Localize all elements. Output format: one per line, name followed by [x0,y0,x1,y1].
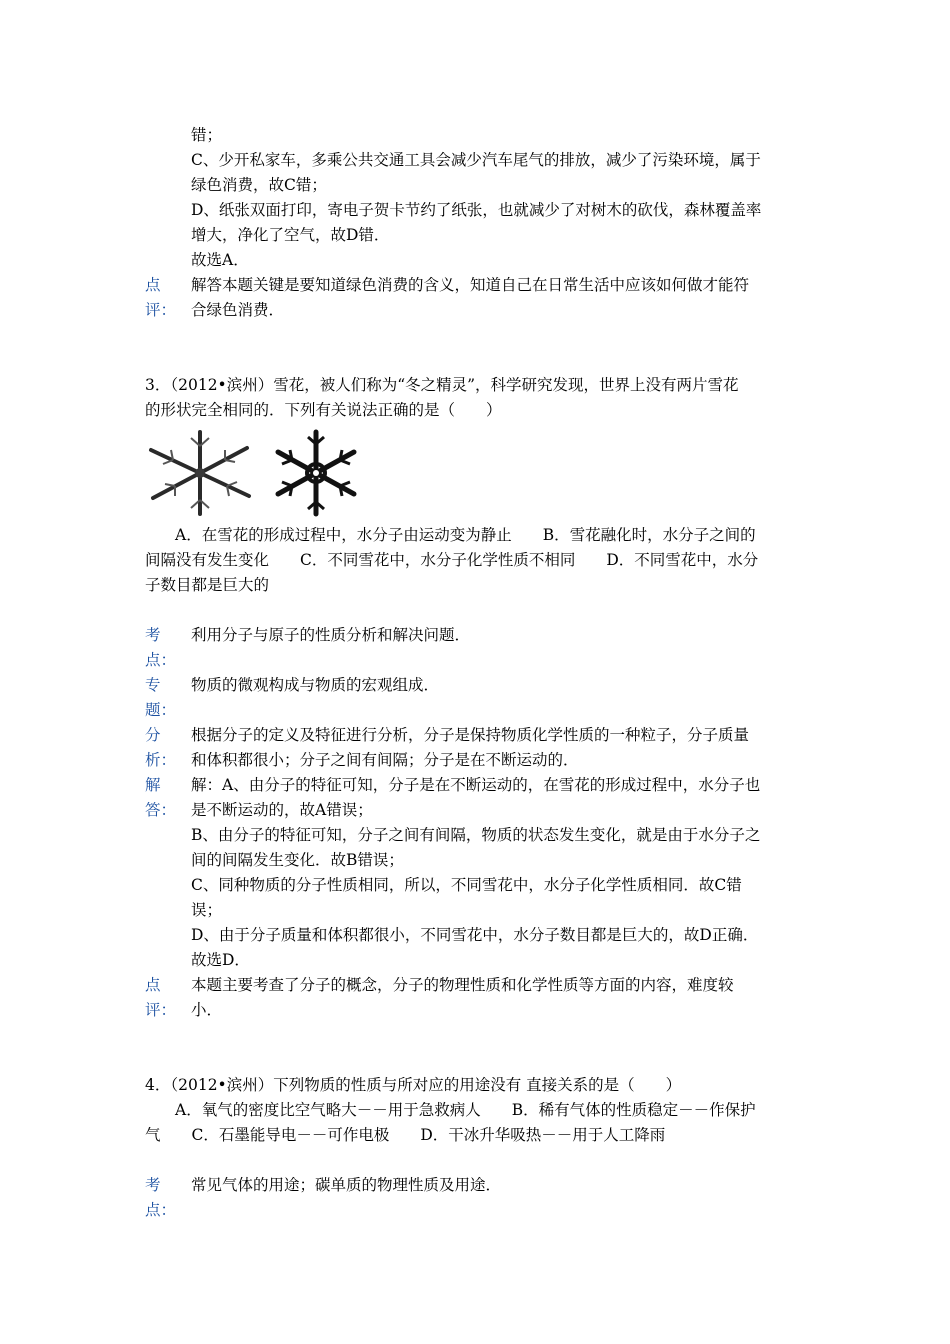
fenxi-label: 析： [145,751,177,769]
zhuanti-text: 物质的微观构成与物质的宏观组成． [191,676,440,694]
jieda-label: 答： [145,801,177,819]
jieda-line: 解：A、由分子的特征可知，分子是在不断运动的，在雪花的形成过程中，水分子也 [191,776,761,794]
zhuanti-label: 专 [145,676,161,694]
pingjia-line: 小． [191,1001,223,1019]
answer-line: 增大，净化了空气，故D错． [191,226,390,244]
jieda-line: 是不断运动的，故A错误； [191,801,373,819]
q3-stem-line: 3．（2012•滨州）雪花，被人们称为“冬之精灵”，科学研究发现，世界上没有两片雪花 [145,376,739,394]
q3-stem-line: 的形状完全相同的．下列有关说法正确的是（ ） [145,401,502,419]
jieda-line: D、由于分子质量和体积都很小，不同雪花中，水分子数目都是巨大的，故D正确． [191,926,759,944]
pingjia-label: 评： [145,1001,177,1019]
fenxi-label: 分 [145,726,161,744]
jieda-line: C、同种物质的分子性质相同，所以，不同雪花中，水分子化学性质相同．故C错 [191,876,742,894]
q4-option-line: 气 C．石墨能导电－－可作电极 D．干冰升华吸热－－用于人工降雨 [145,1126,666,1144]
pingjia-line: 本题主要考查了分子的概念，分子的物理性质和化学性质等方面的内容，难度较 [191,976,734,994]
kaodian-text: 常见气体的用途；碳单质的物理性质及用途． [191,1176,502,1194]
kaodian-text: 利用分子与原子的性质分析和解决问题． [191,626,471,644]
kaodian-label: 考 [145,626,161,644]
pingjia-label: 点 [145,976,161,994]
jieda-line: 误； [191,901,223,919]
answer-line: C、少开私家车，多乘公共交通工具会减少汽车尾气的排放，减少了污染环境，属于 [191,151,761,169]
q4-stem: 4．（2012•滨州）下列物质的性质与所对应的用途没有 直接关系的是（ ） [145,1076,682,1094]
kaodian-label: 点： [145,651,177,669]
comment-line: 合绿色消费． [191,301,285,319]
jieda-line: 故选D． [191,951,250,969]
comment-label: 点 [145,276,161,294]
answer-line: 故选A． [191,251,249,269]
comment-line: 解答本题关键是要知道绿色消费的含义，知道自己在日常生活中应该如何做才能符 [191,276,750,294]
kaodian-label: 考 [145,1176,161,1194]
snowflake-image-2 [268,428,364,518]
zhuanti-label: 题： [145,701,177,719]
answer-line: 错； [191,126,223,144]
q3-option-line: 间隔没有发生变化 C．不同雪花中，水分子化学性质不相同 D．不同雪花中，水分 [145,551,759,569]
answer-line: D、纸张双面打印，寄电子贺卡节约了纸张，也就减少了对树木的砍伐，森林覆盖率 [191,201,762,219]
answer-line: 绿色消费，故C错； [191,176,327,194]
q3-option-line: 子数目都是巨大的 [145,576,270,594]
q4-option-line: A．氧气的密度比空气略大－－用于急救病人 B．稀有气体的性质稳定－－作保护 [175,1101,756,1119]
jieda-label: 解 [145,776,161,794]
fenxi-line: 根据分子的定义及特征进行分析，分子是保持物质化学性质的一种粒子，分子质量 [191,726,750,744]
fenxi-line: 和体积都很小；分子之间有间隔；分子是在不断运动的． [191,751,579,769]
kaodian-label: 点： [145,1201,177,1219]
jieda-line: 间的间隔发生变化．故B错误； [191,851,404,869]
snowflake-image-1 [145,428,255,518]
q3-option-line: A．在雪花的形成过程中，水分子由运动变为静止 B．雪花融化时，水分子之间的 [175,526,756,544]
comment-label: 评： [145,301,177,319]
jieda-line: B、由分子的特征可知，分子之间有间隔，物质的状态发生变化，就是由于水分子之 [191,826,761,844]
